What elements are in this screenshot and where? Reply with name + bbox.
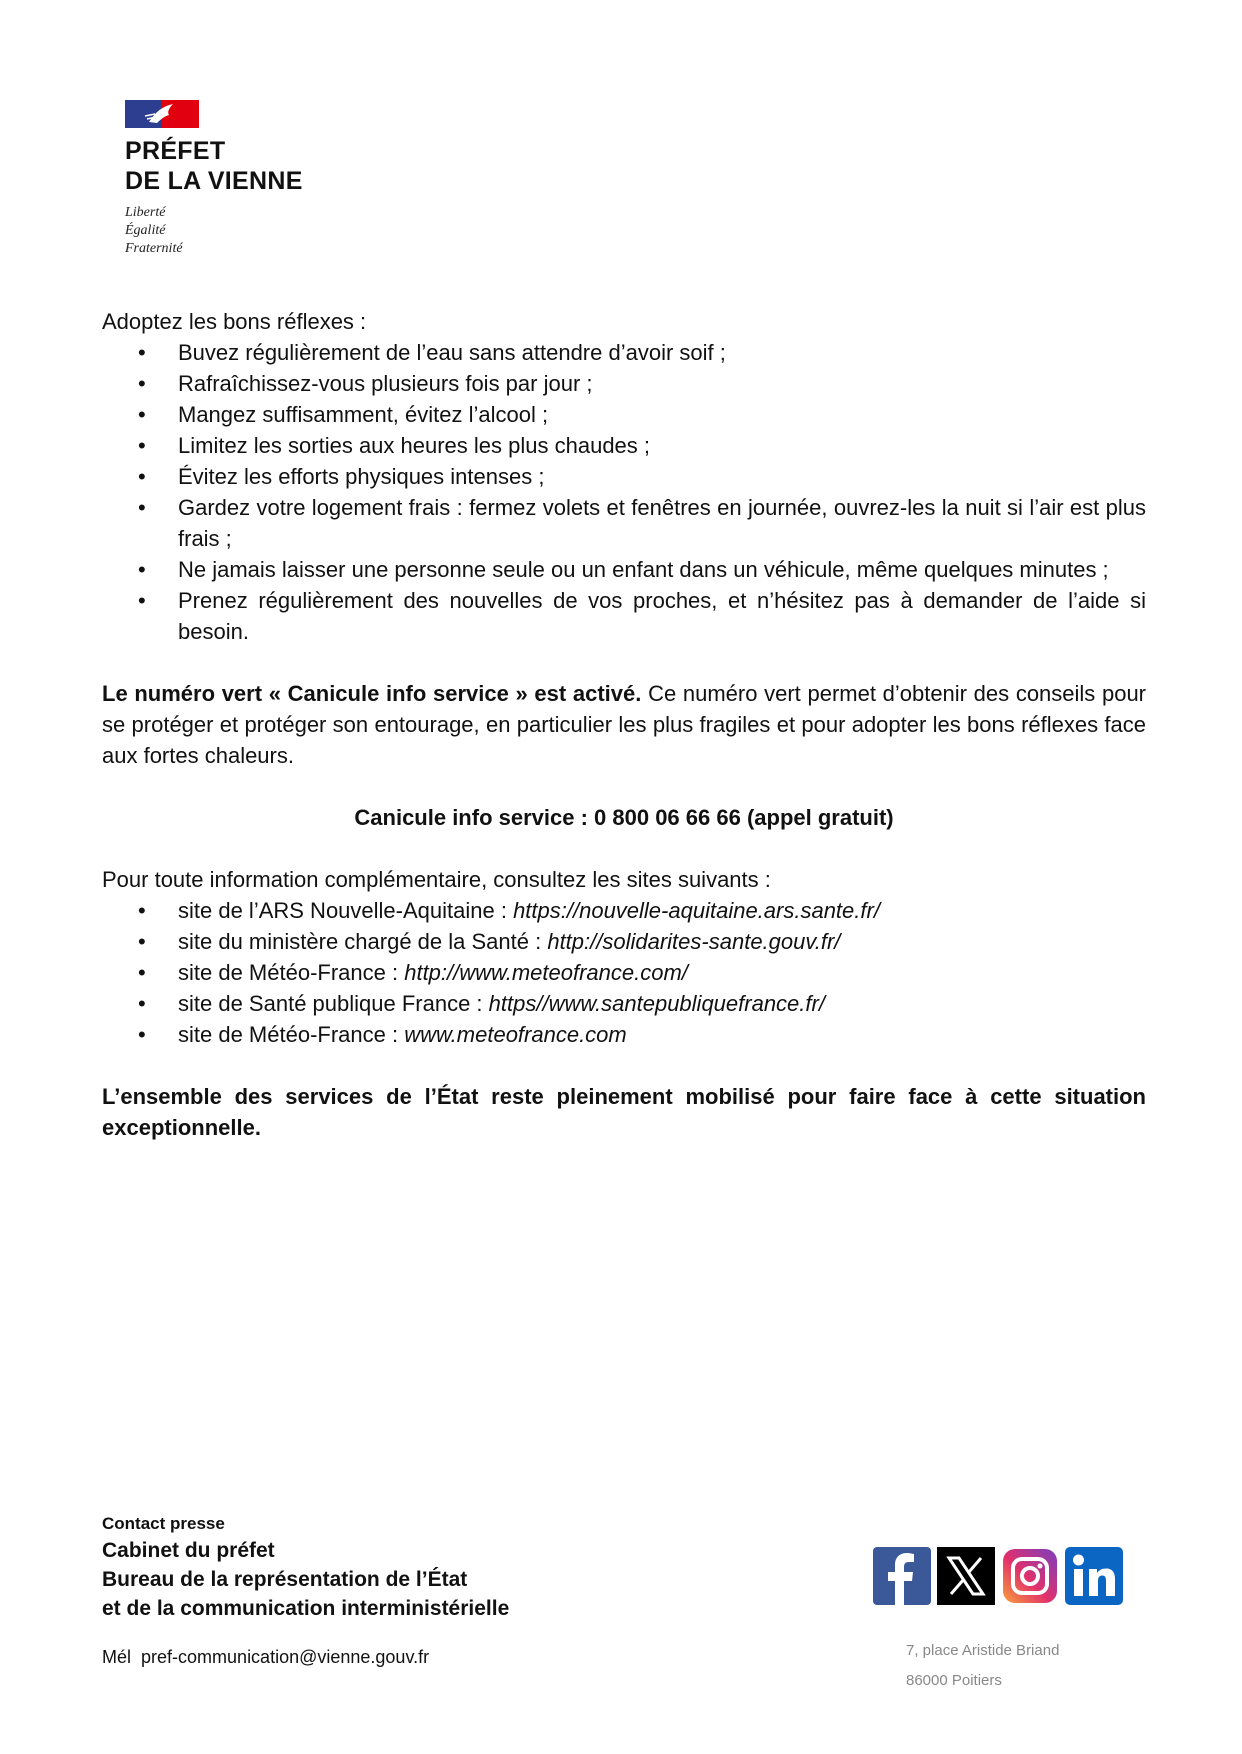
site-link[interactable]: http://solidarites-sante.gouv.fr/ [547,929,841,954]
address-line1: 7, place Aristide Briand [906,1642,1060,1659]
contact-label: Contact presse [102,1514,225,1533]
press-contact [102,1512,702,1669]
site-label: site du ministère chargé de la Santé : [178,929,548,954]
mail-label: Mél [102,1647,132,1667]
list-item [102,926,1146,957]
contact-line1: Cabinet du préfet [102,1539,275,1562]
list-item: • Limitez les sorties aux heures les plus chaudes ; [102,430,1146,461]
list-item: • Évitez les efforts physiques intenses ; [102,461,1146,492]
mail-address[interactable]: pref-communication@vienne.gouv.fr [141,1647,430,1667]
motto-fraternite: Fraternité [125,241,183,256]
site-label: site de Météo-France : [178,1022,405,1047]
list-item: • Ne jamais laisser une personne seule ou un enfant dans un véhicule, même quelques minutes ; [102,554,1146,585]
site-link[interactable]: www.meteofrance.com [404,1022,627,1047]
closing-statement: L’ensemble des services de l’État reste pleinement mobilisé pour faire face à cette situation exceptionnelle. [102,1084,1146,1140]
sites-intro: Pour toute information complémentaire, consultez les sites suivants : [102,867,771,892]
contact-mail [102,1645,702,1669]
republic-motto [125,204,303,258]
address-line2: 86000 Poitiers [906,1672,1002,1689]
sites-list [102,895,1146,1050]
motto-liberte: Liberté [125,205,166,220]
contact-line3: et de la communication interministérielle [102,1597,510,1620]
site-link[interactable]: https//www.santepubliquefrance.fr/ [488,991,825,1016]
org-name-line1: PRÉFET [125,137,226,165]
site-link[interactable]: http://www.meteofrance.com/ [404,960,688,985]
site-label: site de Météo-France : [178,960,405,985]
contact-line2: Bureau de la représentation de l’État [102,1568,468,1591]
list-item: • Prenez régulièrement des nouvelles de vos proches, et n’hésitez pas à demander de l’aide si besoin. [102,585,1146,647]
list-item: • Buvez régulièrement de l’eau sans attendre d’avoir soif ; [102,337,1146,368]
motto-egalite: Égalité [125,223,166,238]
site-label: site de Santé publique France : [178,991,489,1016]
numero-vert-text: Ce numéro vert permet d’obtenir des conseils pour se protéger et protéger son entourage, en particulier les plus fragiles et pour adopter les bons réflexes face aux fortes chaleurs. [102,681,1147,768]
list-item: • Mangez suffisamment, évitez l’alcool ; [102,399,1146,430]
reflexes-list [102,337,1146,647]
prefecture-logo [125,100,303,258]
list-item [102,1019,1146,1050]
facebook-icon[interactable] [873,1547,931,1605]
postal-address [906,1636,1059,1696]
document-body [102,306,1146,1143]
linkedin-icon[interactable] [1065,1547,1123,1605]
numero-vert-paragraph [102,678,1146,771]
org-name-line2: DE LA VIENNE [125,167,303,195]
list-item [102,957,1146,988]
social-links [873,1547,1123,1605]
list-item [102,895,1146,926]
hotline-number: Canicule info service : 0 800 06 66 66 (appel gratuit) [354,805,894,830]
site-label: site de l’ARS Nouvelle-Aquitaine : [178,898,514,923]
numero-vert-heading: Le numéro vert « Canicule info service » est activé. [102,681,642,706]
republic-flag-icon [125,100,199,128]
instagram-icon[interactable] [1001,1547,1059,1605]
list-item: • Rafraîchissez-vous plusieurs fois par jour ; [102,368,1146,399]
site-link[interactable]: https://nouvelle-aquitaine.ars.sante.fr/ [513,898,880,923]
reflexes-intro: Adoptez les bons réflexes : [102,309,367,334]
list-item [102,988,1146,1019]
x-icon[interactable] [937,1547,995,1605]
list-item: • Gardez votre logement frais : fermez volets et fenêtres en journée, ouvrez-les la nuit si l’air est plus frais ; [102,492,1146,554]
